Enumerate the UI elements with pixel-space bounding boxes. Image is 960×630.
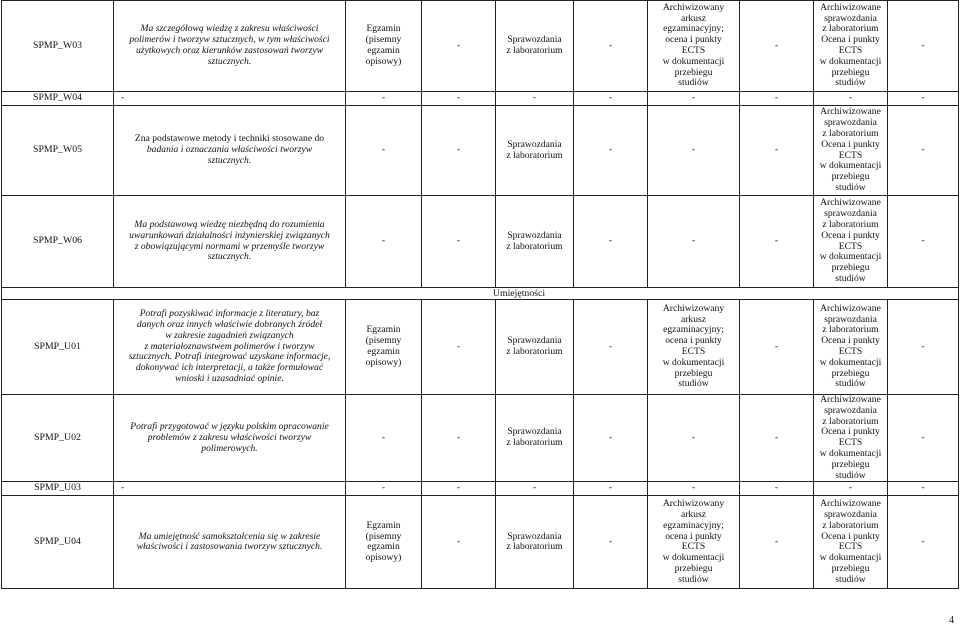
description-line: z materiałoznawstwem polimerów i tworzyw <box>144 340 315 352</box>
cell-line: z laboratorium <box>506 45 563 56</box>
doc-8-cell <box>888 496 959 589</box>
cell-line: z laboratorium <box>506 149 563 161</box>
table-row <box>2 300 959 395</box>
empty-cell: - <box>888 92 959 106</box>
table-row <box>2 496 959 589</box>
cell-line: sprawozdania <box>824 12 877 24</box>
cell-line: - <box>381 235 386 247</box>
cell-line: egzamin <box>367 346 400 357</box>
method-exam-cell <box>346 395 422 482</box>
cell-line: ECTS <box>838 437 863 449</box>
cell-line: Ocena i punkty <box>821 530 880 542</box>
cell-line: w dokumentacji <box>819 552 882 564</box>
cell-line: Egzamin <box>366 519 401 531</box>
cell-line: w dokumentacji <box>662 552 725 564</box>
cell-line: Archiwizowane <box>820 302 881 314</box>
method-4-cell <box>574 496 648 589</box>
description-line: w zakresie zagadnień związanych <box>165 329 294 341</box>
cell-line: Archiwizowane <box>820 197 881 209</box>
cell-line: - <box>774 340 779 352</box>
method-4-cell <box>574 196 648 288</box>
doc-lab-cell <box>814 395 888 482</box>
outcome-description <box>114 496 346 589</box>
doc-8-cell <box>888 1 959 92</box>
description-line: z obowiązującymi normami w przemyśle tworzyw <box>134 240 325 252</box>
cell-line: przebiegu <box>831 458 870 470</box>
description-line: Ma podstawową wiedzę niezbędną do rozumienia <box>134 218 325 230</box>
method-exam-cell <box>346 300 422 395</box>
cell-line: studiów <box>678 77 709 89</box>
cell-line: - <box>691 144 696 156</box>
cell-line: z laboratorium <box>822 127 879 139</box>
cell-line: arkusz <box>680 313 707 325</box>
cell-line: - <box>921 431 925 443</box>
cell-line: w dokumentacji <box>819 447 882 459</box>
method-4-cell <box>574 395 648 482</box>
cell-line: przebiegu <box>674 66 713 78</box>
cell-line: - <box>456 431 461 443</box>
cell-line: opisowy) <box>365 356 402 368</box>
empty-cell: - <box>648 92 740 106</box>
doc-lab-cell <box>814 196 888 288</box>
doc-6-cell <box>740 395 814 482</box>
cell-line: - <box>921 39 925 51</box>
outcome-description <box>114 395 346 482</box>
description-line: Ma umiejętność samokształcenia się w zakresie <box>138 530 321 542</box>
cell-line: Archiwizowany <box>662 498 725 510</box>
cell-line: z laboratorium <box>822 519 879 531</box>
cell-line: - <box>456 340 461 352</box>
cell-line: - <box>691 235 696 247</box>
section-heading: Umiejętności <box>2 288 959 300</box>
cell-line: egzamin <box>367 45 400 56</box>
method-2-cell <box>422 395 496 482</box>
empty-cell: - <box>814 482 888 496</box>
outcome-code: SPMP_U02 <box>2 395 114 482</box>
cell-line: sprawozdania <box>824 313 877 325</box>
cell-line: ECTS <box>838 45 863 56</box>
cell-line: ECTS <box>681 346 706 357</box>
description-line: uwarunkowań działalności inżynierskiej związanych <box>129 229 330 241</box>
cell-line: ECTS <box>681 541 706 553</box>
cell-line: przebiegu <box>831 562 870 574</box>
empty-cell: - <box>648 482 740 496</box>
doc-lab-cell <box>814 1 888 92</box>
cell-line: (pisemny <box>365 530 402 542</box>
method-lab-reports-cell <box>496 395 574 482</box>
description-line: dokonywać ich interpretacji, a także formułować <box>135 362 324 374</box>
description-line: polimerowych. <box>201 442 258 454</box>
description-line: wnioski i uzasadniać opinie. <box>175 372 284 384</box>
description-line: polimerów i tworzyw sztucznych, w tym właściwości <box>129 34 330 46</box>
cell-line: studiów <box>678 573 709 585</box>
cell-line: z laboratorium <box>822 324 879 336</box>
method-lab-reports-cell <box>496 196 574 288</box>
cell-line: z laboratorium <box>822 415 879 427</box>
cell-line: - <box>774 535 779 547</box>
cell-line: ECTS <box>838 346 863 357</box>
cell-line: arkusz <box>680 12 707 24</box>
cell-line: Egzamin <box>366 324 401 336</box>
cell-line: studiów <box>835 573 866 585</box>
cell-line: z laboratorium <box>506 541 563 553</box>
method-4-cell <box>574 1 648 92</box>
method-lab-reports-cell <box>496 1 574 92</box>
outcome-code: SPMP_W05 <box>2 106 114 196</box>
method-lab-reports-cell <box>496 106 574 196</box>
empty-cell: - <box>346 92 422 106</box>
cell-line: Ocena i punkty <box>821 426 880 438</box>
doc-6-cell <box>740 496 814 589</box>
empty-cell: - <box>740 92 814 106</box>
method-2-cell <box>422 496 496 589</box>
doc-6-cell <box>740 300 814 395</box>
cell-line: przebiegu <box>831 262 870 274</box>
description-line: problemów z zakresu właściwości tworzyw <box>147 431 312 443</box>
table-row <box>2 482 959 496</box>
cell-line: (pisemny <box>365 34 402 46</box>
outcome-code: SPMP_U01 <box>2 300 114 395</box>
method-2-cell <box>422 1 496 92</box>
empty-cell: - <box>496 92 574 106</box>
outcome-description <box>114 300 346 395</box>
empty-cell: - <box>814 92 888 106</box>
cell-line: - <box>456 235 461 247</box>
cell-line: z laboratorium <box>822 23 879 35</box>
empty-cell: - <box>574 482 648 496</box>
cell-line: Ocena i punkty <box>821 335 880 347</box>
cell-line: - <box>774 39 779 51</box>
cell-line: studiów <box>835 181 866 193</box>
cell-line: Archiwizowany <box>662 302 725 314</box>
cell-line: studiów <box>678 378 709 390</box>
doc-lab-cell <box>814 106 888 196</box>
cell-line: przebiegu <box>674 562 713 574</box>
cell-line: Sprawozdania <box>507 426 562 438</box>
cell-line: Ocena i punkty <box>821 34 880 46</box>
cell-line: Sprawozdania <box>507 34 562 46</box>
description-line: danych oraz innych właściwie dobranych źródeł <box>136 319 323 330</box>
cell-line: - <box>608 144 613 156</box>
cell-line: - <box>921 535 925 547</box>
empty-cell: - <box>422 92 496 106</box>
doc-lab-cell <box>814 496 888 589</box>
empty-cell: - <box>740 482 814 496</box>
cell-line: Archiwizowane <box>820 1 881 13</box>
method-4-cell <box>574 300 648 395</box>
cell-line: ocena i punkty <box>665 335 722 347</box>
cell-line: - <box>921 144 925 156</box>
outcome-description <box>114 106 346 196</box>
outcome-code: SPMP_W04 <box>2 92 114 106</box>
cell-line: sprawozdania <box>824 208 877 220</box>
cell-line: sprawozdania <box>824 404 877 416</box>
empty-cell: - <box>496 482 574 496</box>
cell-line: studiów <box>835 272 866 284</box>
method-2-cell <box>422 300 496 395</box>
empty-cell: - <box>574 92 648 106</box>
cell-line: przebiegu <box>831 171 870 183</box>
cell-line: - <box>691 431 696 443</box>
cell-line: ocena i punkty <box>665 530 722 542</box>
method-lab-reports-cell <box>496 496 574 589</box>
empty-cell: - <box>888 482 959 496</box>
cell-line: ECTS <box>838 541 863 553</box>
cell-line: Sprawozdania <box>507 229 562 241</box>
outcome-description <box>114 196 346 288</box>
outcome-code: SPMP_W03 <box>2 1 114 92</box>
description-line: sztucznych. <box>207 154 252 166</box>
method-exam-cell <box>346 496 422 589</box>
cell-line: studiów <box>835 378 866 390</box>
description-line: sztucznych. <box>207 251 252 263</box>
description-line: Zna podstawowe metody i techniki stosowane do <box>134 133 325 145</box>
doc-8-cell <box>888 300 959 395</box>
cell-line: egzaminacyjny; <box>663 324 724 336</box>
cell-line: Archiwizowane <box>820 498 881 510</box>
doc-exam-cell <box>648 395 740 482</box>
table-row <box>2 106 959 196</box>
outcome-code: SPMP_U03 <box>2 482 114 496</box>
cell-line: - <box>921 340 925 352</box>
outcome-code: SPMP_U04 <box>2 496 114 589</box>
description-line: Potrafi przygotować w języku polskim opracowanie <box>130 420 329 432</box>
description-line: Potrafi pozyskiwać informacje z literatury, baz <box>139 308 320 320</box>
method-exam-cell <box>346 106 422 196</box>
cell-line: egzaminacyjny; <box>663 519 724 531</box>
cell-line: ECTS <box>838 149 863 161</box>
doc-8-cell <box>888 395 959 482</box>
cell-line: ECTS <box>681 45 706 56</box>
cell-line: - <box>456 39 461 51</box>
method-exam-cell <box>346 1 422 92</box>
description-line: sztucznych. <box>207 55 252 67</box>
cell-line: egzamin <box>367 541 400 553</box>
description-line: Ma szczegółową wiedzę z zakresu właściwości <box>140 23 319 35</box>
cell-line: ocena i punkty <box>665 34 722 46</box>
cell-line: w dokumentacji <box>662 356 725 368</box>
cell-line: - <box>608 39 613 51</box>
doc-exam-cell <box>648 300 740 395</box>
cell-line: w dokumentacji <box>819 55 882 67</box>
description-line: właściwości i zastosowania tworzyw sztucznych. <box>136 541 323 553</box>
cell-line: sprawozdania <box>824 117 877 129</box>
cell-line: - <box>774 431 779 443</box>
cell-line: - <box>921 235 925 247</box>
doc-6-cell <box>740 106 814 196</box>
cell-line: - <box>608 535 613 547</box>
method-4-cell <box>574 106 648 196</box>
method-exam-cell <box>346 196 422 288</box>
cell-line: Archiwizowany <box>662 1 725 13</box>
cell-line: Ocena i punkty <box>821 229 880 241</box>
doc-exam-cell <box>648 196 740 288</box>
cell-line: Sprawozdania <box>507 530 562 542</box>
cell-line: - <box>774 235 779 247</box>
cell-line: - <box>456 144 461 156</box>
empty-cell: - <box>114 482 346 496</box>
description-line: użytkowych oraz kierunków zastosowań tworzyw <box>135 45 324 56</box>
outcome-code: SPMP_W06 <box>2 196 114 288</box>
method-2-cell <box>422 106 496 196</box>
cell-line: arkusz <box>680 508 707 520</box>
cell-line: Archiwizowane <box>820 394 881 405</box>
cell-line: - <box>608 235 613 247</box>
empty-cell: - <box>114 92 346 106</box>
cell-line: z laboratorium <box>822 218 879 230</box>
cell-line: opisowy) <box>365 552 402 564</box>
cell-line: egzaminacyjny; <box>663 23 724 35</box>
cell-line: - <box>381 431 386 443</box>
cell-line: (pisemny <box>365 335 402 347</box>
empty-cell: - <box>346 482 422 496</box>
cell-line: Egzamin <box>366 23 401 35</box>
method-2-cell <box>422 196 496 288</box>
outcome-description <box>114 1 346 92</box>
cell-line: w dokumentacji <box>819 251 882 263</box>
cell-line: przebiegu <box>674 367 713 379</box>
empty-cell: - <box>422 482 496 496</box>
doc-exam-cell <box>648 1 740 92</box>
table-row <box>2 92 959 106</box>
cell-line: opisowy) <box>365 55 402 67</box>
cell-line: w dokumentacji <box>819 160 882 172</box>
cell-line: Ocena i punkty <box>821 138 880 150</box>
description-line: sztucznych. Potrafi integrować uzyskane informacje, <box>128 351 331 363</box>
cell-line: w dokumentacji <box>662 55 725 67</box>
description-line: badania i oznaczania właściwości tworzyw <box>146 144 313 156</box>
table-row <box>2 196 959 288</box>
cell-line: - <box>456 535 461 547</box>
cell-line: Sprawozdania <box>507 138 562 150</box>
cell-line: ECTS <box>838 240 863 252</box>
cell-line: sprawozdania <box>824 508 877 520</box>
doc-exam-cell <box>648 496 740 589</box>
cell-line: Sprawozdania <box>507 335 562 347</box>
cell-line: przebiegu <box>831 66 870 78</box>
method-lab-reports-cell <box>496 300 574 395</box>
cell-line: z laboratorium <box>506 240 563 252</box>
doc-6-cell <box>740 1 814 92</box>
cell-line: w dokumentacji <box>819 356 882 368</box>
cell-line: - <box>608 340 613 352</box>
doc-exam-cell <box>648 106 740 196</box>
cell-line: - <box>608 431 613 443</box>
doc-lab-cell <box>814 300 888 395</box>
doc-8-cell <box>888 106 959 196</box>
page-number: 4 <box>949 615 954 626</box>
cell-line: studiów <box>835 469 866 481</box>
doc-8-cell <box>888 196 959 288</box>
cell-line: z laboratorium <box>506 346 563 357</box>
cell-line: przebiegu <box>831 367 870 379</box>
cell-line: - <box>774 144 779 156</box>
cell-line: - <box>381 144 386 156</box>
table-row <box>2 1 959 92</box>
assessment-table <box>1 0 959 589</box>
cell-line: studiów <box>835 77 866 89</box>
cell-line: Archiwizowane <box>820 106 881 118</box>
cell-line: z laboratorium <box>506 437 563 449</box>
table-row <box>2 395 959 482</box>
table-row <box>2 288 959 300</box>
doc-6-cell <box>740 196 814 288</box>
